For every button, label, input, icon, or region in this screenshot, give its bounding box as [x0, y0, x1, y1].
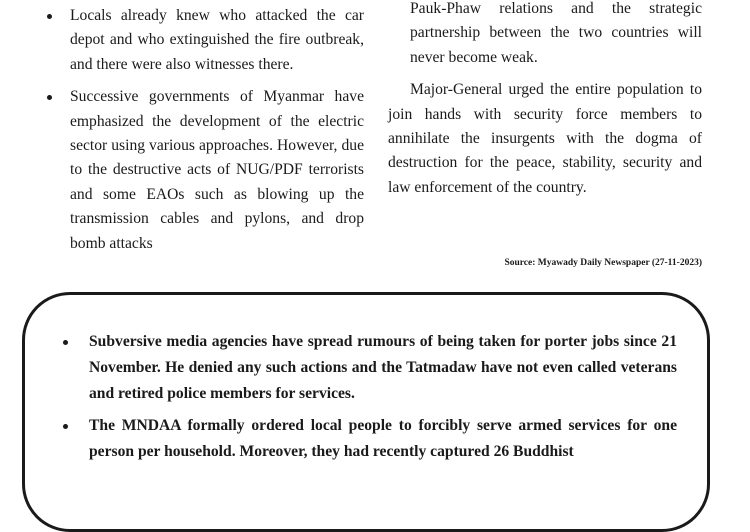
highlight-bullet-list [61, 329, 677, 471]
left-bullet-list [42, 4, 364, 256]
left-column [42, 0, 364, 264]
body-paragraph: Major-General urged the entire population to join hands with security force members to annihilate the insurgents with the dogma of destruction for the peace, stability, security and law enforcement of the country. [388, 81, 702, 196]
highlight-box [22, 292, 710, 532]
left-bullet-item: Successive governments of Myanmar have emphasized the development of the electric sector using various approaches. However, due to the destructive acts of NUG/PDF terrorists and some EAOs such as blowing up the transmission cables and pylons, and drop bomb attacks [42, 85, 364, 256]
highlight-bullet-item: Subversive media agencies have spread rumours of being taken for porter jobs since 21 November. He denied any such actions and the Tatmadaw have not even called veterans and retired police members for services. [61, 329, 677, 407]
highlight-bullet-item: The MNDAA formally ordered local people to forcibly serve armed services for one person per household. Moreover, they had recently captured 26 Buddhist [61, 413, 677, 465]
continued-paragraph: Pauk-Phaw relations and the strategic partnership between the two countries will never become weak. [410, 0, 702, 66]
right-column [388, 0, 702, 208]
source-citation: Source: Myawady Daily Newspaper (27-11-2023) [504, 258, 702, 268]
left-bullet-item: Locals already knew who attacked the car depot and who extinguished the fire outbreak, and there were also witnesses there. [42, 4, 364, 77]
